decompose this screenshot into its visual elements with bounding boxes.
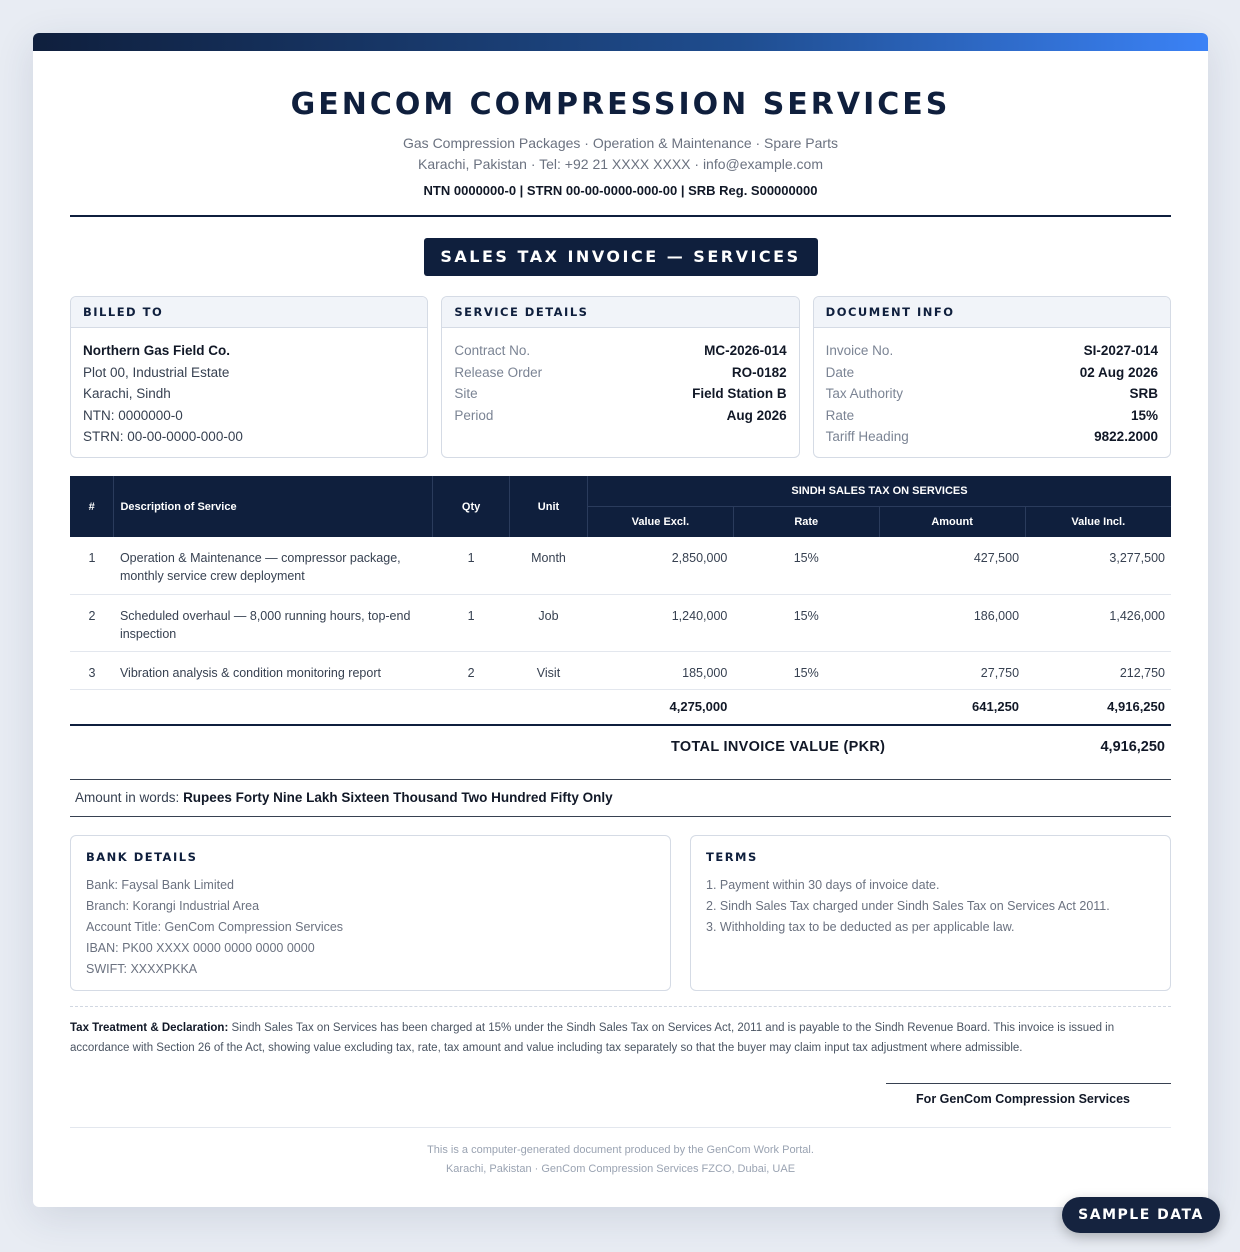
- detail-label: Release Order: [454, 364, 543, 380]
- document-info-heading: DOCUMENT INFO: [814, 297, 1170, 328]
- footer: [70, 1128, 1171, 1179]
- table-row: [70, 537, 1171, 594]
- table-row: [70, 594, 1171, 651]
- terms-heading: TERMS: [706, 850, 758, 864]
- billed-to-card: [70, 296, 428, 458]
- bank-line: Bank: Faysal Bank Limited: [86, 878, 234, 892]
- total-value-incl: 4,916,250: [1025, 689, 1171, 725]
- col-header-description: Description of Service: [114, 476, 433, 537]
- grand-total-value: 4,916,250: [1100, 739, 1165, 755]
- cell-qty: 1: [433, 594, 510, 651]
- cell-description: Vibration analysis & condition monitoring report: [114, 651, 433, 689]
- info-row: [826, 340, 1158, 362]
- amount-in-words-value: Rupees Forty Nine Lakh Sixteen Thousand Two Hundred Fifty Only: [183, 790, 613, 805]
- document-title: SALES TAX INVOICE — SERVICES: [424, 238, 818, 276]
- col-header-value-excl: Value Excl.: [587, 506, 733, 537]
- col-header-no: #: [70, 476, 114, 537]
- customer-line: STRN: 00-00-0000-000-00: [83, 429, 243, 444]
- info-value: 9822.2000: [1094, 429, 1158, 444]
- dashed-divider: [70, 1006, 1171, 1007]
- detail-row: [454, 362, 786, 384]
- info-label: Tariff Heading: [825, 429, 909, 444]
- info-row: [826, 405, 1158, 427]
- customer-line: Plot 00, Industrial Estate: [83, 364, 230, 380]
- info-label: Tax Authority: [825, 386, 903, 401]
- cell-unit: Job: [510, 594, 588, 651]
- info-label: Invoice No.: [825, 343, 894, 358]
- signature-line: [886, 1083, 1171, 1084]
- terms-line: 3. Withholding tax to be deducted as per applicable law.: [706, 920, 1015, 934]
- detail-row: [454, 383, 786, 405]
- cell-value-excl: 2,850,000: [587, 537, 733, 594]
- company-name: GENCOM COMPRESSION SERVICES: [290, 87, 951, 122]
- bank-line: IBAN: PK00 XXXX 0000 0000 0000 0000: [86, 941, 315, 955]
- info-row: [826, 383, 1158, 405]
- table-row: [70, 651, 1171, 689]
- col-header-group-tax: SINDH SALES TAX ON SERVICES: [587, 476, 1171, 506]
- company-tagline: Gas Compression Packages · Operation & Maintenance · Spare Parts: [403, 135, 838, 151]
- bank-line: Branch: Korangi Industrial Area: [86, 899, 260, 913]
- cell-no: 3: [70, 651, 114, 689]
- signature-label: For GenCom Compression Services: [916, 1092, 1130, 1106]
- totals-row: [70, 689, 1171, 725]
- declaration-text: Sindh Sales Tax on Services has been charged at 15% under the Sindh Sales Tax on Services Act, 2011 and is payable to the Sindh Revenue Board. This invoice is issued in accordance with Section 26 of the Act, showing value excluding tax, rate, tax amount and value including tax separately so that the buyer may claim input tax adjustment where admissible.: [70, 1022, 1115, 1054]
- col-header-amount: Amount: [879, 506, 1025, 537]
- info-label: Date: [825, 364, 855, 380]
- amount-in-words-label: Amount in words:: [75, 790, 180, 805]
- declaration-label: Tax Treatment & Declaration:: [70, 1022, 229, 1034]
- grand-total-label: TOTAL INVOICE VALUE (PKR): [671, 739, 886, 755]
- bank-details-box: [70, 835, 671, 991]
- col-header-unit: Unit: [510, 476, 588, 537]
- service-details-card: [441, 296, 799, 458]
- detail-value: Aug 2026: [726, 407, 787, 423]
- detail-label: Period: [454, 407, 494, 423]
- document-info-card: [813, 296, 1171, 458]
- cell-qty: 2: [433, 651, 510, 689]
- bank-line: Account Title: GenCom Compression Services: [86, 920, 344, 934]
- info-row: [826, 362, 1158, 384]
- cell-amount: 27,750: [879, 651, 1025, 689]
- detail-value: Field Station B: [692, 386, 787, 401]
- tax-declaration: [70, 1019, 1171, 1058]
- company-address: Karachi, Pakistan · Tel: +92 21 XXXX XXXX · info@example.com: [418, 156, 823, 172]
- info-value: 15%: [1130, 407, 1158, 423]
- detail-value: RO-0182: [731, 364, 787, 380]
- cell-value-incl: 1,426,000: [1025, 594, 1171, 651]
- divider: [70, 816, 1171, 817]
- total-value-excl: 4,275,000: [587, 689, 733, 725]
- info-value: SRB: [1129, 386, 1158, 401]
- accent-bar: [33, 33, 1208, 51]
- cell-value-incl: 212,750: [1025, 651, 1171, 689]
- signature-block: [70, 1083, 1171, 1127]
- cell-unit: Month: [510, 537, 588, 594]
- info-cards: [70, 296, 1171, 458]
- sample-data-badge: SAMPLE DATA: [1062, 1197, 1220, 1233]
- detail-row: [454, 405, 786, 427]
- customer-line: NTN: 0000000-0: [83, 407, 183, 423]
- company-header: [70, 51, 1171, 201]
- terms-line: 2. Sindh Sales Tax charged under Sindh Sales Tax on Services Act 2011.: [706, 899, 1110, 913]
- detail-value: MC-2026-014: [704, 343, 787, 358]
- invoice-sheet: [33, 33, 1208, 1207]
- cell-unit: Visit: [510, 651, 588, 689]
- cell-qty: 1: [433, 537, 510, 594]
- terms-box: [690, 835, 1171, 991]
- cell-no: 1: [70, 537, 114, 594]
- info-value: 02 Aug 2026: [1079, 364, 1158, 380]
- detail-row: [454, 340, 786, 362]
- cell-description: Scheduled overhaul — 8,000 running hours, top-end inspection: [114, 594, 433, 651]
- header-divider: [70, 215, 1171, 217]
- cell-rate: 15%: [733, 594, 879, 651]
- cell-amount: 186,000: [879, 594, 1025, 651]
- cell-value-excl: 185,000: [587, 651, 733, 689]
- cell-value-excl: 1,240,000: [587, 594, 733, 651]
- cell-value-incl: 3,277,500: [1025, 537, 1171, 594]
- billed-to-heading: BILLED TO: [71, 297, 427, 328]
- cell-rate: 15%: [733, 651, 879, 689]
- info-label: Rate: [825, 407, 855, 423]
- bank-details-heading: BANK DETAILS: [86, 850, 198, 864]
- company-registration: NTN 0000000-0 | STRN 00-00-0000-000-00 | SRB Reg. S00000000: [423, 183, 818, 198]
- detail-label: Contract No.: [454, 343, 531, 358]
- line-items-table: [70, 476, 1171, 726]
- service-details-heading: SERVICE DETAILS: [442, 297, 798, 328]
- info-row: [826, 426, 1158, 448]
- grand-total: [70, 726, 1171, 768]
- total-amount: 641,250: [879, 689, 1025, 725]
- cell-description: Operation & Maintenance — compressor package, monthly service crew deployment: [114, 537, 433, 594]
- col-header-value-incl: Value Incl.: [1025, 506, 1171, 537]
- details-boxes: [70, 835, 1171, 991]
- cell-no: 2: [70, 594, 114, 651]
- customer-name: Northern Gas Field Co.: [83, 343, 231, 358]
- col-header-qty: Qty: [433, 476, 510, 537]
- footer-line: Karachi, Pakistan · GenCom Compression Services FZCO, Dubai, UAE: [445, 1163, 796, 1175]
- detail-label: Site: [454, 386, 478, 401]
- bank-line: SWIFT: XXXXPKKA: [86, 962, 198, 976]
- terms-line: 1. Payment within 30 days of invoice date.: [706, 878, 940, 892]
- info-value: SI-2027-014: [1083, 343, 1158, 358]
- customer-line: Karachi, Sindh: [83, 386, 171, 401]
- amount-in-words: [70, 780, 1171, 816]
- footer-line: This is a computer-generated document produced by the GenCom Work Portal.: [427, 1144, 814, 1156]
- cell-rate: 15%: [733, 537, 879, 594]
- cell-amount: 427,500: [879, 537, 1025, 594]
- col-header-rate: Rate: [733, 506, 879, 537]
